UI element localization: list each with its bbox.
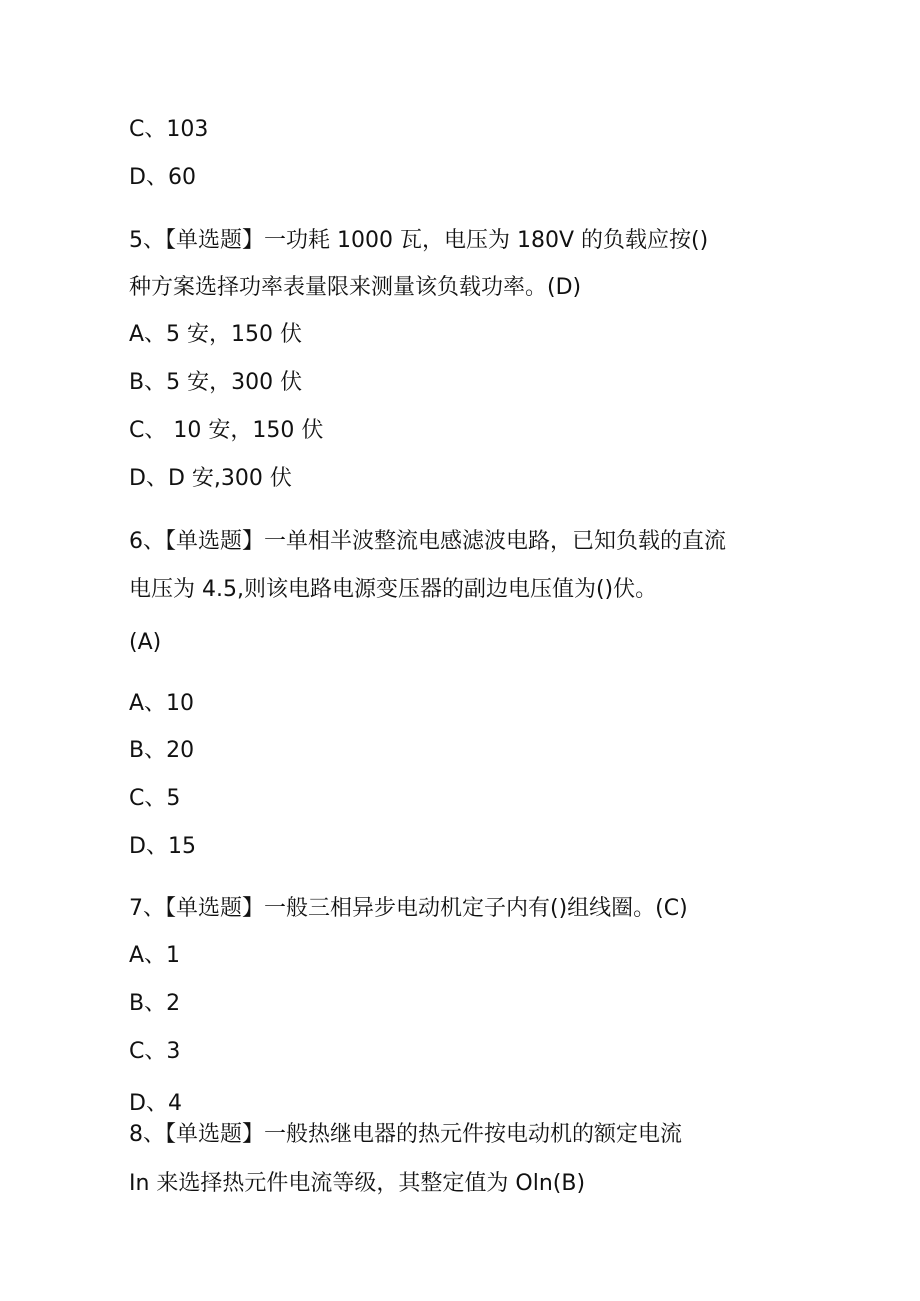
question-7-option-d: D、4 — [129, 1091, 182, 1116]
question-5-option-c: C、 10 安，150 伏 — [129, 418, 324, 443]
question-6-option-a: A、10 — [129, 691, 195, 716]
question-5-stem-line-2: 种方案选择功率表量限来测量该负载功率。(D) — [129, 275, 582, 300]
question-8-stem-line-2: In 来选择热元件电流等级，其整定值为 Oln(B) — [129, 1171, 586, 1196]
question-6-stem-line-2: 电压为 4.5,则该电路电源变压器的副边电压值为()伏。 — [129, 577, 658, 602]
question-6-stem-line-1: 6、【单选题】一单相半波整流电感滤波电路，已知负载的直流 — [129, 529, 726, 554]
question-5-option-b: B、5 安，300 伏 — [129, 370, 303, 395]
question-5-option-d: D、D 安,300 伏 — [129, 466, 292, 491]
option-d: D、60 — [129, 165, 196, 190]
question-5-stem-line-1: 5、【单选题】一功耗 1000 瓦，电压为 180V 的负载应按() — [129, 228, 709, 253]
question-8-stem-line-1: 8、【单选题】一般热继电器的热元件按电动机的额定电流 — [129, 1122, 682, 1147]
option-c: C、103 — [129, 117, 209, 142]
question-7-option-a: A、1 — [129, 943, 181, 968]
question-7-option-b: B、2 — [129, 991, 181, 1016]
question-6-option-c: C、5 — [129, 786, 181, 811]
question-6-option-d: D、15 — [129, 834, 196, 859]
question-6-option-b: B、20 — [129, 738, 195, 763]
question-5-option-a: A、5 安，150 伏 — [129, 322, 303, 347]
question-6-answer: (A) — [129, 630, 162, 655]
question-7-stem-line-1: 7、【单选题】一般三相异步电动机定子内有()组线圈。(C) — [129, 896, 688, 921]
question-7-option-c: C、3 — [129, 1039, 181, 1064]
